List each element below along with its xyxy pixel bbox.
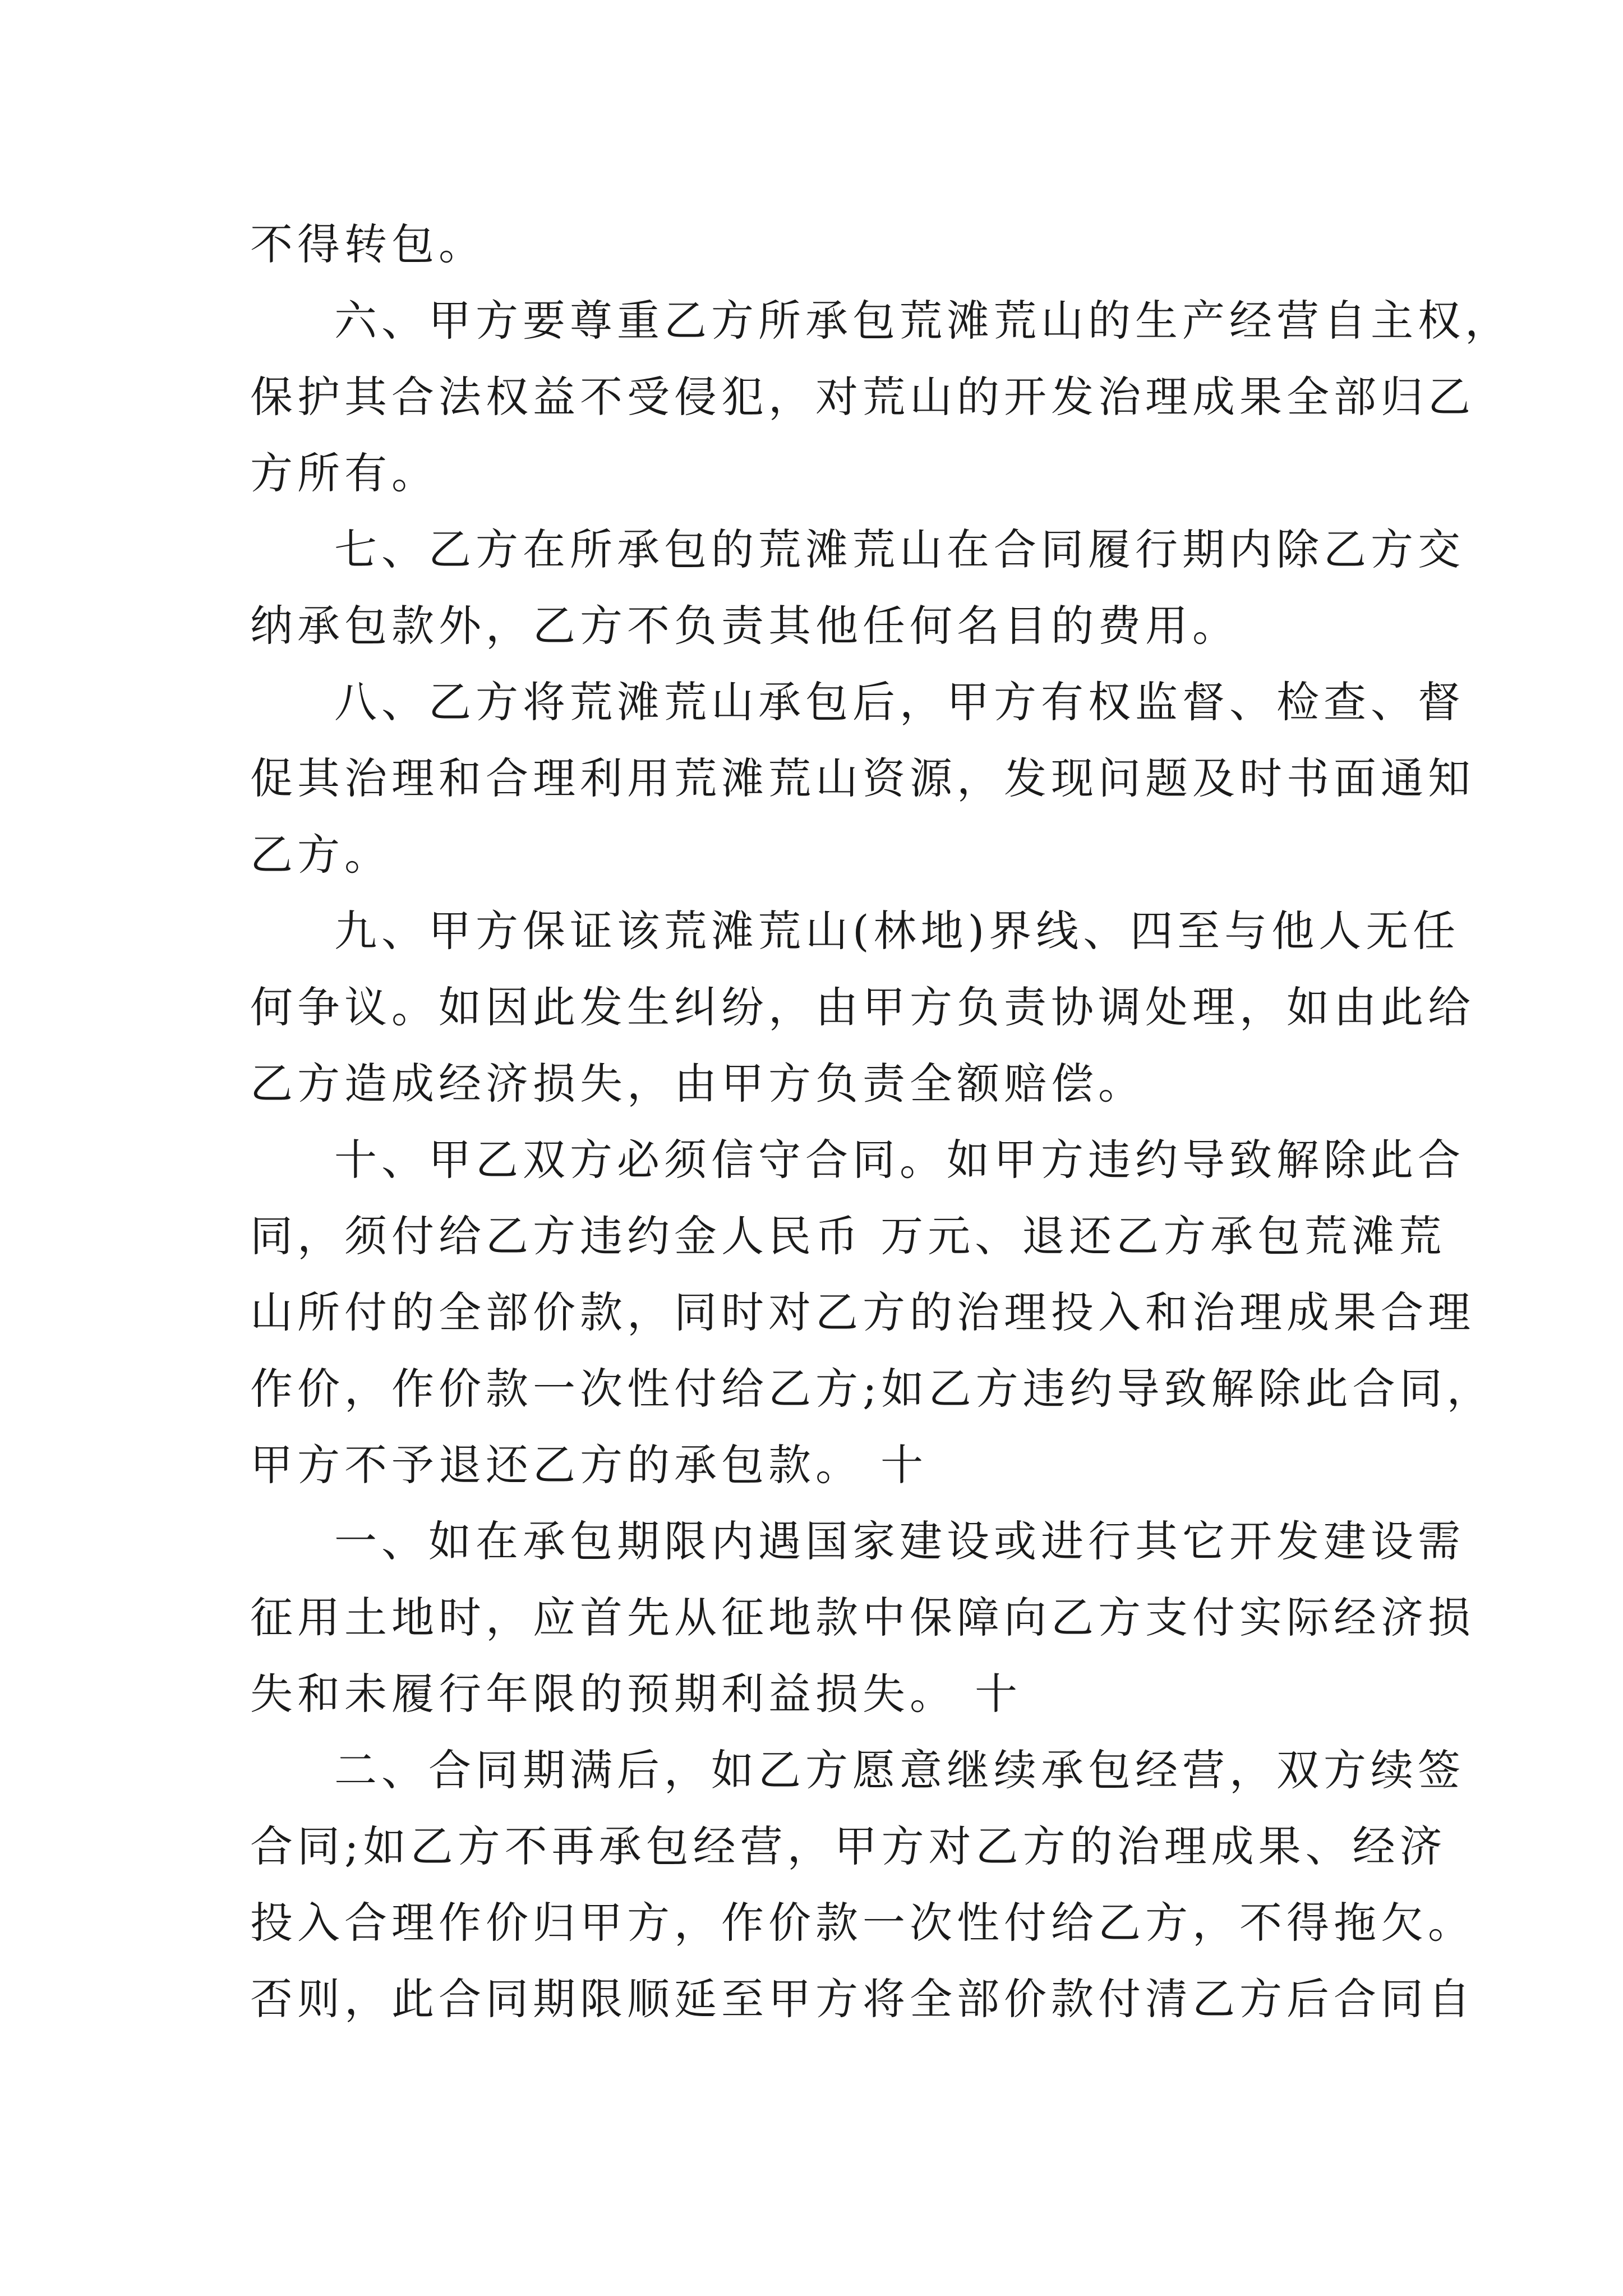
contract-body-text bbox=[250, 206, 1512, 2037]
text-line: 作价，作价款一次性付给乙方;如乙方违约导致解除此合同， bbox=[250, 1364, 1494, 1414]
clause-9-line: 九、甲方保证该荒滩荒山(林地)界线、四至与他人无任 bbox=[334, 906, 1460, 956]
text-line: 征用土地时，应首先从征地款中保障向乙方支付实际经济损 bbox=[250, 1593, 1475, 1642]
clause-6-line: 六、甲方要尊重乙方所承包荒滩荒山的生产经营自主权， bbox=[334, 296, 1512, 346]
text-line: 方所有。 bbox=[250, 448, 439, 498]
text-line: 山所付的全部价款，同时对乙方的治理投入和治理成果合理 bbox=[250, 1287, 1475, 1337]
text-line: 甲方不予退还乙方的承包款。 十 bbox=[250, 1440, 928, 1490]
clause-8-line: 八、乙方将荒滩荒山承包后，甲方有权监督、检查、督 bbox=[334, 677, 1465, 727]
text-line: 失和未履行年限的预期利益损失。 十 bbox=[250, 1669, 1022, 1719]
clause-11-line: 一、如在承包期限内遇国家建设或进行其它开发建设需 bbox=[334, 1516, 1465, 1566]
text-line: 否则，此合同期限顺延至甲方将全部价款付清乙方后合同自 bbox=[250, 1974, 1475, 2024]
text-line: 同，须付给乙方违约金人民币 万元、退还乙方承包荒滩荒 bbox=[250, 1211, 1446, 1261]
text-line: 不得转包。 bbox=[250, 219, 486, 269]
text-line: 乙方。 bbox=[250, 830, 391, 880]
text-line: 投入合理作价归甲方，作价款一次性付给乙方，不得拖欠。 bbox=[250, 1898, 1475, 1948]
text-line: 促其治理和合理利用荒滩荒山资源，发现问题及时书面通知 bbox=[250, 753, 1475, 803]
clause-10-line: 十、甲乙双方必须信守合同。如甲方违约导致解除此合 bbox=[334, 1135, 1465, 1185]
clause-12-line: 二、合同期满后，如乙方愿意继续承包经营，双方续签 bbox=[334, 1745, 1465, 1795]
text-line: 乙方造成经济损失，由甲方负责全额赔偿。 bbox=[250, 1059, 1145, 1108]
text-line: 纳承包款外，乙方不负责其他任何名目的费用。 bbox=[250, 601, 1239, 651]
text-line: 何争议。如因此发生纠纷，由甲方负责协调处理，如由此给 bbox=[250, 982, 1475, 1032]
text-line: 合同;如乙方不再承包经营，甲方对乙方的治理成果、经济 bbox=[250, 1821, 1447, 1871]
text-line: 保护其合法权益不受侵犯，对荒山的开发治理成果全部归乙 bbox=[250, 372, 1475, 422]
clause-7-line: 七、乙方在所承包的荒滩荒山在合同履行期内除乙方交 bbox=[334, 524, 1465, 574]
